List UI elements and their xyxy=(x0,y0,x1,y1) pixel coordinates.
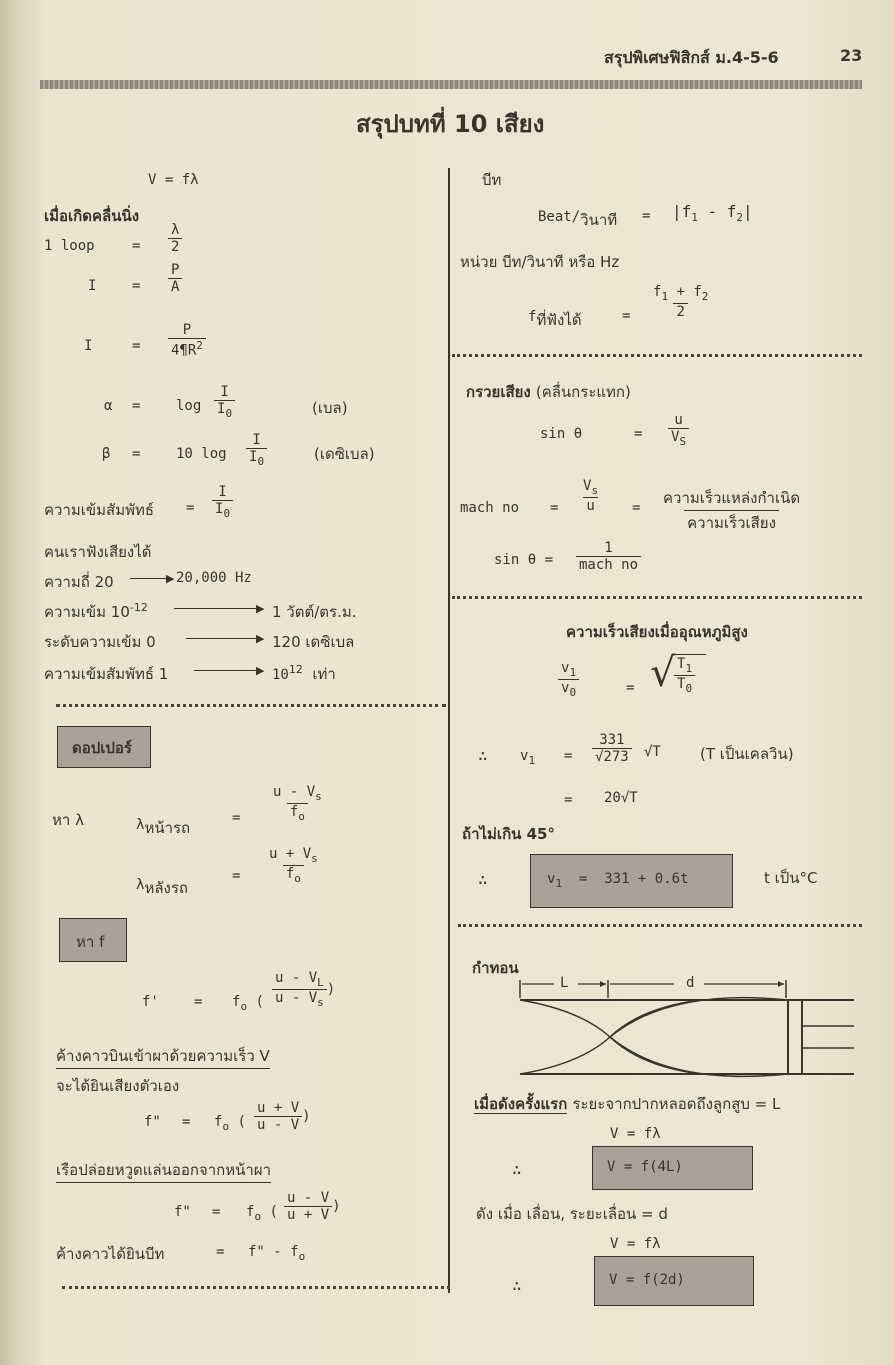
equals: = xyxy=(132,238,141,254)
formula-2d-box xyxy=(594,1256,754,1306)
temperature-formula: $v_1 = 331 + 0.6t$ xyxy=(547,871,689,890)
therefore-icon: ∴ xyxy=(478,870,488,889)
bel-unit: (เบล) xyxy=(312,399,348,417)
relative-intensity-label: ความเข้มสัมพัทธ์ xyxy=(44,501,155,519)
sin-theta-mach: sin θ = xyxy=(494,552,554,568)
f0-symbol: $f_o$ ( xyxy=(214,1114,246,1133)
decibel-unit: (เดซิเบล) xyxy=(314,445,375,463)
formula-4l: V = f(4L) xyxy=(607,1159,683,1175)
equals: = xyxy=(622,308,631,324)
i-over-i0: $\frac{I}{I_0}$ xyxy=(212,484,233,520)
relint-range-label: ความเข้มสัมพัทธ์ 1 xyxy=(44,665,169,683)
shock-heading: กรวยเสียง (คลื่นกระแทก) xyxy=(466,383,631,401)
equals: = xyxy=(550,500,559,516)
intensity-range-end: 1 วัตต์/ตร.ม. xyxy=(272,603,357,621)
equals: = xyxy=(132,278,141,294)
boat-line: เรือปล่อยหวูดแล่นออกจากหน้าผา xyxy=(56,1158,271,1183)
f-prime: f' xyxy=(142,994,159,1010)
section-divider xyxy=(56,704,446,707)
f-avg-fraction: $\frac{f_1 + f_2}{2}$ xyxy=(653,284,709,320)
level-range-end: 120 เดซิเบล xyxy=(272,633,355,651)
intensity-range-label: ความเข้ม $10^{-12}$ xyxy=(44,601,148,621)
one-over-mach: $\frac{1}{\text{mach no}}$ xyxy=(576,540,641,573)
equals: = xyxy=(132,338,141,354)
doppler-box xyxy=(57,726,151,768)
formula-2d: V = f(2d) xyxy=(609,1272,685,1288)
freq-range-end: 20,000 Hz xyxy=(176,570,252,586)
find-lambda-label: หา λ xyxy=(52,811,84,829)
move-again-line: ดัง เมื่อ เลื่อน, ระยะเลื่อน = d xyxy=(476,1205,668,1223)
loop-label: 1 loop xyxy=(44,238,95,254)
freq-range-label: ความถี่ 20 xyxy=(44,573,114,591)
column-divider xyxy=(448,168,450,1293)
bat-fraction: $\frac{u + V}{u - V}$ ) xyxy=(254,1100,311,1133)
intensity-symbol: I xyxy=(88,278,97,294)
bat-beat-label: ค้างคาวได้ยินบีท xyxy=(56,1245,165,1263)
therefore-icon: ∴ xyxy=(478,746,488,765)
u-over-vs: $\frac{u}{V_S}$ xyxy=(668,412,689,448)
f0-symbol: $f_o$ ( xyxy=(232,994,264,1013)
page-number: 23 xyxy=(840,46,863,65)
back-fraction: $\frac{u + V_s}{f_o}$ xyxy=(269,846,318,885)
sqrt-icon: √ xyxy=(650,650,676,696)
section-divider xyxy=(458,924,862,927)
loop-fraction: $\frac{\lambda}{2}$ xyxy=(168,222,182,255)
lambda-front: $\lambda_{หน้ารถ}$ xyxy=(136,817,191,837)
therefore-icon: ∴ xyxy=(512,1276,522,1295)
beat-title: บีท xyxy=(482,171,502,189)
boat-fraction: $\frac{u - V}{u + V}$ ) xyxy=(284,1190,341,1223)
i-over-i0: $\frac{I}{I_0}$ xyxy=(246,432,267,468)
sin-theta: sin θ xyxy=(540,426,583,442)
equals: = xyxy=(564,748,573,764)
wave-equation: V = fλ xyxy=(148,172,199,188)
v1-symbol: $v_1$ xyxy=(520,748,536,767)
equals: = xyxy=(564,792,573,808)
v-eq-f-lambda: V = fλ xyxy=(610,1126,661,1142)
section-divider xyxy=(452,354,862,357)
vs-over-u: $\frac{V_s}{u}$ xyxy=(583,478,599,514)
intensity-symbol: I xyxy=(84,338,93,354)
c331-over-273: $\frac{331}{√273}$ xyxy=(592,732,632,765)
under-45-heading: ถ้าไม่เกิน 45° xyxy=(462,825,555,843)
beat-rhs: $|f_1 - f_2|$ xyxy=(672,202,753,225)
ten-log-label: 10 log xyxy=(176,446,227,462)
equals: = xyxy=(186,500,195,516)
arrow-head-icon: ▶ xyxy=(256,602,265,615)
mach-no-label: mach no xyxy=(460,500,520,516)
arrow-head-icon: ▶ xyxy=(166,572,175,585)
equals: = xyxy=(132,446,141,462)
tube-d-label: d xyxy=(686,975,695,991)
alpha-symbol: α xyxy=(104,398,113,414)
f-double: f" xyxy=(144,1114,161,1130)
tube-l-label: L xyxy=(560,975,569,991)
t1-over-t0: $\frac{T_1}{T_0}$ xyxy=(674,656,695,695)
front-fraction: $\frac{u - V_s}{f_o}$ xyxy=(273,784,322,823)
lambda-back: $\lambda_{หลังรถ}$ xyxy=(136,877,188,897)
arrow-line xyxy=(186,638,258,639)
standing-wave-heading: เมื่อเกิดคลื่นนิ่ง xyxy=(44,207,140,225)
f-double: f" xyxy=(174,1204,191,1220)
arrow-line xyxy=(130,578,170,579)
find-f-label: หา f xyxy=(76,933,105,951)
beat-lhs: Beat/$_{วินาที}$ xyxy=(538,209,618,229)
arrow-line xyxy=(194,670,258,671)
bat-approach-line: ค้างคาวบินเข้าผาด้วยความเร็ว V xyxy=(56,1044,270,1069)
log-label: log xyxy=(176,398,202,414)
level-range-label: ระดับความเข้ม 0 xyxy=(44,633,156,651)
beat-unit-line: หน่วย บีท/วินาที หรือ Hz xyxy=(460,253,620,271)
v1-over-v0: $\frac{v_1}{v_0}$ xyxy=(558,660,579,699)
arrow-head-icon: ▶ xyxy=(256,632,265,645)
equals: = xyxy=(626,680,635,696)
beta-symbol: β xyxy=(102,446,111,462)
f0-symbol: $f_o$ ( xyxy=(246,1204,278,1223)
section-divider xyxy=(62,1286,450,1289)
p-over-a: $\frac{P}{A}$ xyxy=(168,262,182,295)
section-divider xyxy=(452,596,862,599)
hear-self-line: จะได้ยินเสียงตัวเอง xyxy=(56,1077,180,1095)
equals: = xyxy=(642,208,651,224)
equals: = xyxy=(232,810,241,826)
resonance-heading: กำทอน xyxy=(472,959,519,977)
celsius-note: t เป็น°C xyxy=(764,869,818,887)
chapter-title: สรุปบทที่ 10 เสียง xyxy=(356,110,545,138)
book-title: สรุปพิเศษฟิสิกส์ ม.4-5-6 xyxy=(604,48,779,67)
equals: = xyxy=(212,1204,221,1220)
speed-ratio: $\frac{\text{ความเร็วแหล่งกำเนิด}}{\text{ความเร็วเสียง}}$ xyxy=(660,486,803,535)
equals: = xyxy=(182,1114,191,1130)
kelvin-note: (T เป็นเคลวิน) xyxy=(700,745,794,763)
formula-4l-box xyxy=(592,1146,753,1190)
hearing-heading: คนเราฟังเสียงได้ xyxy=(44,543,152,561)
approach-fraction: $\frac{u - V_L}{u - V_s}$ ) xyxy=(272,970,335,1009)
beat-expression: f" - $f_o$ xyxy=(248,1244,306,1263)
equals: = xyxy=(132,398,141,414)
sqrt-bar xyxy=(672,654,706,655)
twenty-sqrt-t: 20√T xyxy=(604,790,638,806)
arrow-head-icon: ▶ xyxy=(256,664,265,677)
arrow-line xyxy=(174,608,258,609)
equals: = xyxy=(194,994,203,1010)
f-heard: $f_{ที่ฟังได้}$ xyxy=(528,309,582,329)
header-rule xyxy=(40,80,862,89)
relint-range-end: $10^{12}$ เท่า xyxy=(272,663,336,683)
equals: = xyxy=(632,500,641,516)
temperature-heading: ความเร็วเสียงเมื่ออุณหภูมิสูง xyxy=(566,623,748,641)
doppler-label: ดอปเปอร์ xyxy=(72,739,132,757)
first-loud-line: เมื่อดังครั้งแรก ระยะจากปากหลอดถึงลูกสูบ = L xyxy=(474,1095,781,1113)
equals: = xyxy=(216,1244,225,1260)
v-eq-f-lambda: V = fλ xyxy=(610,1236,661,1252)
sqrt-t: √T xyxy=(644,744,661,760)
equals: = xyxy=(634,426,643,442)
temperature-formula-box xyxy=(530,854,733,908)
equals: = xyxy=(232,868,241,884)
i-over-i0: $\frac{I}{I_0}$ xyxy=(214,384,235,420)
p-over-4pir2: $\frac{P}{4\P R^2}$ xyxy=(168,322,206,359)
therefore-icon: ∴ xyxy=(512,1160,522,1179)
find-f-box xyxy=(59,918,127,962)
